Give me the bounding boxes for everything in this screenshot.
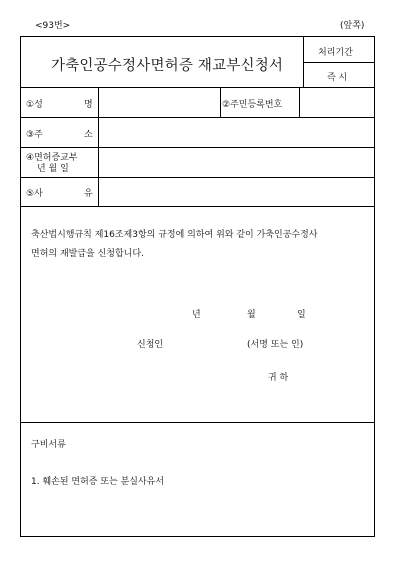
reason-field[interactable] <box>99 178 375 206</box>
statement-line-2: 면허의 재발급을 신청합니다. <box>31 249 144 259</box>
date-day-label: 일 <box>297 310 306 320</box>
date-year-label: 년 <box>192 310 201 320</box>
required-document-item: 1. 훼손된 면허증 또는 분실사유서 <box>31 477 165 487</box>
name-label-end: 명 <box>84 100 93 110</box>
address-label: ③주 <box>26 130 43 140</box>
date-month-label: 월 <box>247 310 256 320</box>
section-divider <box>21 422 375 423</box>
issue-date-label-sub: 년 월 일 <box>37 164 69 174</box>
address-label-end: 소 <box>84 130 93 140</box>
address-field[interactable] <box>99 118 375 147</box>
row-divider <box>21 206 375 207</box>
required-documents-heading: 구비서류 <box>31 440 66 450</box>
resident-id-field[interactable] <box>300 88 375 117</box>
addressee-label: 귀 하 <box>268 373 289 383</box>
resident-id-label: ②주민등록번호 <box>222 100 283 110</box>
resident-id-divider-left <box>220 87 221 117</box>
page-side-label: (앞쪽) <box>340 21 365 31</box>
name-field[interactable] <box>99 88 220 117</box>
applicant-label: 신청인 <box>137 340 164 350</box>
signature-note: (서명 또는 인) <box>247 340 304 350</box>
issue-date-field[interactable] <box>99 148 375 177</box>
processing-mid-line <box>303 62 375 63</box>
form-title: 가축인공수정사면허증 재교부신청서 <box>51 58 284 74</box>
statement-line-1: 축산법시행규칙 제16조제3항의 규정에 의하여 위와 같이 가축인공수정사 <box>31 230 318 240</box>
reason-label-end: 유 <box>84 189 93 199</box>
reason-label: ⑤사 <box>26 189 43 199</box>
form-number: <93번> <box>35 21 71 31</box>
processing-period-value: 즉 시 <box>327 73 348 83</box>
name-label: ①성 <box>26 100 43 110</box>
issue-date-label: ④면허증교부 <box>26 153 78 163</box>
application-form <box>20 36 375 537</box>
processing-period-label: 처리기간 <box>318 48 353 58</box>
